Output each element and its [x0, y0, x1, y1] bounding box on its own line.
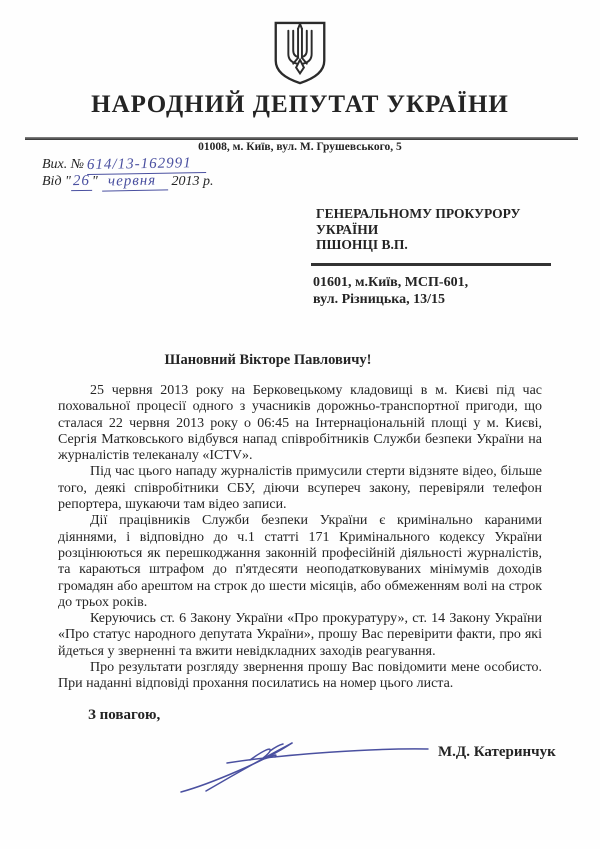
outgoing-number-label: Вих. № [42, 157, 84, 172]
recipient-address-line: вул. Різницька, 13/15 [313, 292, 446, 307]
letter-body [58, 383, 542, 693]
recipient-line: ГЕНЕРАЛЬНОМУ ПРОКУРОРУ [316, 206, 521, 221]
letterhead-divider [25, 137, 578, 140]
letter-paragraph: Дії працівників Служби безпеки України є кримінально караними діяннями, і відповідно до ч.1 статті 171 Кримінального кодексу України розцінюються як перешкоджання законній професійній діяльності журналістів, та караються штрафом до п'ятдесяти неоподатковуваних мінімумів доходів громадян або арештом на строк до шести місяців, або обмеженням волі на строк до трьох років. [58, 513, 542, 610]
letter-paragraph: 25 червня 2013 року на Берковецькому кладовищі в м. Києві під час поховальної процесії одного з учасників дорожньо-транспортної пригоди, що сталася 22 червня 2013 року о 06:45 на Інтернаціональній площі у м. Києві, Сергія Матковського відбувся напад співробітників Служби безпеки України на журналістів телеканалу «ICTV». [58, 383, 542, 464]
recipient-divider [311, 263, 551, 266]
letter-paragraph: Про результати розгляду звернення прошу Вас повідомити мене особисто. При наданні відповіді прохання посилатись на номер цього листа. [58, 660, 542, 692]
reference-block [42, 157, 214, 190]
recipient-address [313, 274, 468, 308]
letter-paragraph: Під час цього нападу журналістів примусили стерти відзняте відео, більше того, деякі співробітники СБУ, діючи всупереч закону, перевіряли телефон репортера, шукаючи там відео записи. [58, 464, 542, 513]
recipient-block [316, 206, 520, 253]
signer-name: М.Д. Катеринчук [438, 744, 556, 760]
handwritten-signature-icon [175, 736, 435, 798]
date-quote: " [91, 173, 98, 189]
valediction: З повагою, [88, 707, 161, 723]
letterhead-address: 01008, м. Київ, вул. М. Грушевського, 5 [198, 141, 402, 153]
salutation: Шановний Вікторе Павловичу! [164, 352, 372, 368]
outgoing-number-line [42, 157, 214, 174]
recipient-line: ПШОНЦІ В.П. [316, 237, 408, 252]
ukraine-trident-coat-of-arms-icon [268, 20, 332, 86]
recipient-address-line: 01601, м.Київ, МСП-601, [313, 275, 469, 290]
outgoing-number-handwritten: 614/13-162991 [87, 156, 206, 175]
date-day-handwritten: 26 [71, 173, 92, 190]
letterhead-title: НАРОДНИЙ ДЕПУТАТ УКРАЇНИ [91, 91, 509, 118]
recipient-line: УКРАЇНИ [316, 221, 379, 237]
date-line [42, 174, 214, 191]
date-label: Від " [42, 173, 71, 189]
date-year: 2013 р. [171, 173, 214, 189]
letter-paragraph: Керуючись ст. 6 Закону України «Про прокуратуру», ст. 14 Закону України «Про статус народного депутата України», прошу Вас перевірити факти, про які йдеться у зверненні та вжити невідкладних заходів реагування. [58, 611, 542, 659]
date-month-handwritten: червня [102, 173, 169, 191]
